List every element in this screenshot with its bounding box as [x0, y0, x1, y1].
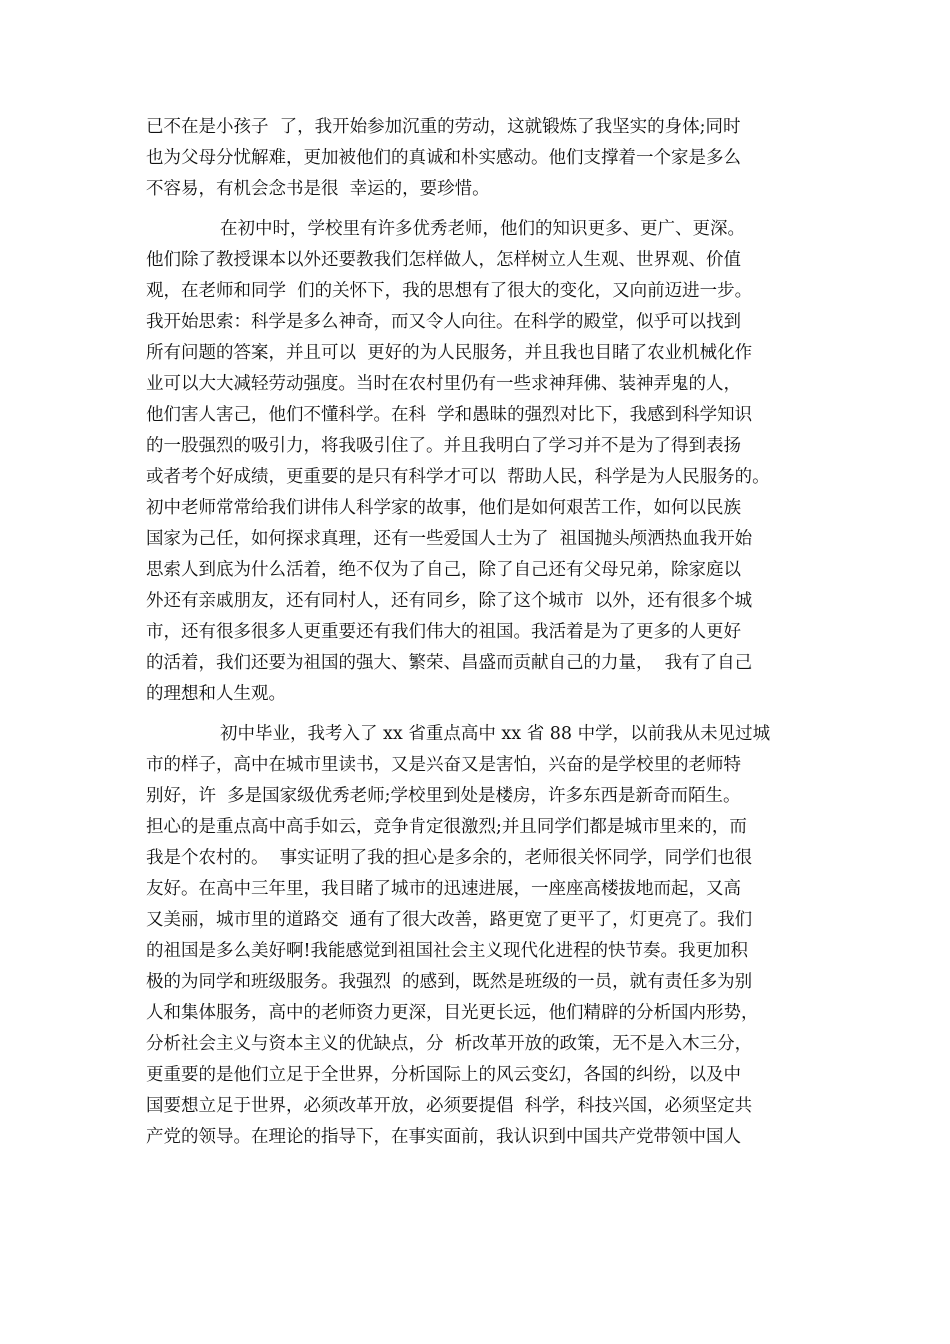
text-line: 观，在老师和同学 们的关怀下，我的思想有了很大的变化，又向前迈进一步。: [146, 281, 753, 301]
text-line: 更重要的是他们立足于全世界，分析国际上的风云变幻，各国的纠纷，以及中: [146, 1065, 741, 1085]
text-line: 已不在是小孩子 了，我开始参加沉重的劳动，这就锻炼了我坚实的身体;同时: [146, 117, 741, 137]
text-line: 我开始思索：科学是多么神奇，而又令人向往。在科学的殿堂，似乎可以找到: [146, 312, 741, 332]
text-line: 初中毕业，我考入了 xx 省重点高中 xx 省 88 中学，以前我从未见过城: [220, 724, 771, 744]
text-line: 初中老师常常给我们讲伟人科学家的故事，他们是如何艰苦工作，如何以民族: [146, 498, 741, 518]
text-line: 不容易，有机会念书是很 幸运的，要珍惜。: [146, 179, 490, 199]
paragraph-2: [146, 214, 826, 710]
text-line: 的祖国是多么美好啊!我能感觉到祖国社会主义现代化进程的快节奏。我更加积: [146, 941, 749, 961]
text-line: 的理想和人生观。: [146, 684, 286, 704]
text-line: 极的为同学和班级服务。我强烈 的感到，既然是班级的一员，就有责任多为别: [146, 972, 753, 992]
text-line: 分析社会主义与资本主义的优缺点，分 析改革开放的政策，无不是入木三分，: [146, 1034, 753, 1054]
text-line: 他们害人害己，他们不懂科学。在科 学和愚昧的强烈对比下，我感到科学知识: [146, 405, 753, 425]
text-line: 外还有亲戚朋友，还有同村人，还有同乡，除了这个城市 以外，还有很多个城: [146, 591, 753, 611]
text-line: 也为父母分忧解难，更加被他们的真诚和朴实感动。他们支撑着一个家是多么: [146, 148, 741, 168]
paragraph-3: [146, 719, 826, 1153]
paragraph-1: [146, 112, 826, 205]
document-body: [146, 112, 826, 1162]
text-line: 在初中时，学校里有许多优秀老师，他们的知识更多、更广、更深。: [220, 219, 745, 239]
text-line: 我是个农村的。 事实证明了我的担心是多余的，老师很关怀同学，同学们也很: [146, 848, 753, 868]
text-line: 友好。在高中三年里，我目睹了城市的迅速进展，一座座高楼拔地而起，又高: [146, 879, 741, 899]
text-line: 市的样子，高中在城市里读书，又是兴奋又是害怕，兴奋的是学校里的老师特: [146, 755, 741, 775]
text-line: 或者考个好成绩，更重要的是只有科学才可以 帮助人民，科学是为人民服务的。: [146, 467, 770, 487]
text-line: 别好，许 多是国家级优秀老师;学校里到处是楼房，许多东西是新奇而陌生。: [146, 786, 741, 806]
text-line: 业可以大大减轻劳动强度。当时在农村里仍有一些求神拜佛、装神弄鬼的人，: [146, 374, 741, 394]
text-line: 国家为己任，如何探求真理，还有一些爱国人士为了 祖国抛头颅洒热血我开始: [146, 529, 753, 549]
text-line: 所有问题的答案，并且可以 更好的为人民服务，并且我也目睹了农业机械化作: [146, 343, 753, 363]
text-line: 的活着，我们还要为祖国的强大、繁荣、昌盛而贡献自己的力量， 我有了自己: [146, 653, 753, 673]
text-line: 又美丽，城市里的道路交 通有了很大改善，路更宽了更平了，灯更亮了。我们: [146, 910, 753, 930]
text-line: 国要想立足于世界，必须改革开放，必须要提倡 科学，科技兴国，必须坚定共: [146, 1096, 753, 1116]
text-line: 担心的是重点高中高手如云，竞争肯定很激烈;并且同学们都是城市里来的，而: [146, 817, 747, 837]
text-line: 思索人到底为什么活着，绝不仅为了自己，除了自己还有父母兄弟，除家庭以: [146, 560, 741, 580]
text-line: 市，还有很多很多人更重要还有我们伟大的祖国。我活着是为了更多的人更好: [146, 622, 741, 642]
text-line: 产党的领导。在理论的指导下，在事实面前，我认识到中国共产党带领中国人: [146, 1127, 741, 1147]
text-line: 他们除了教授课本以外还要教我们怎样做人，怎样树立人生观、世界观、价值: [146, 250, 741, 270]
text-line: 人和集体服务，高中的老师资力更深，目光更长远，他们精辟的分析国内形势，: [146, 1003, 759, 1023]
text-line: 的一股强烈的吸引力，将我吸引住了。并且我明白了学习并不是为了得到表扬: [146, 436, 741, 456]
